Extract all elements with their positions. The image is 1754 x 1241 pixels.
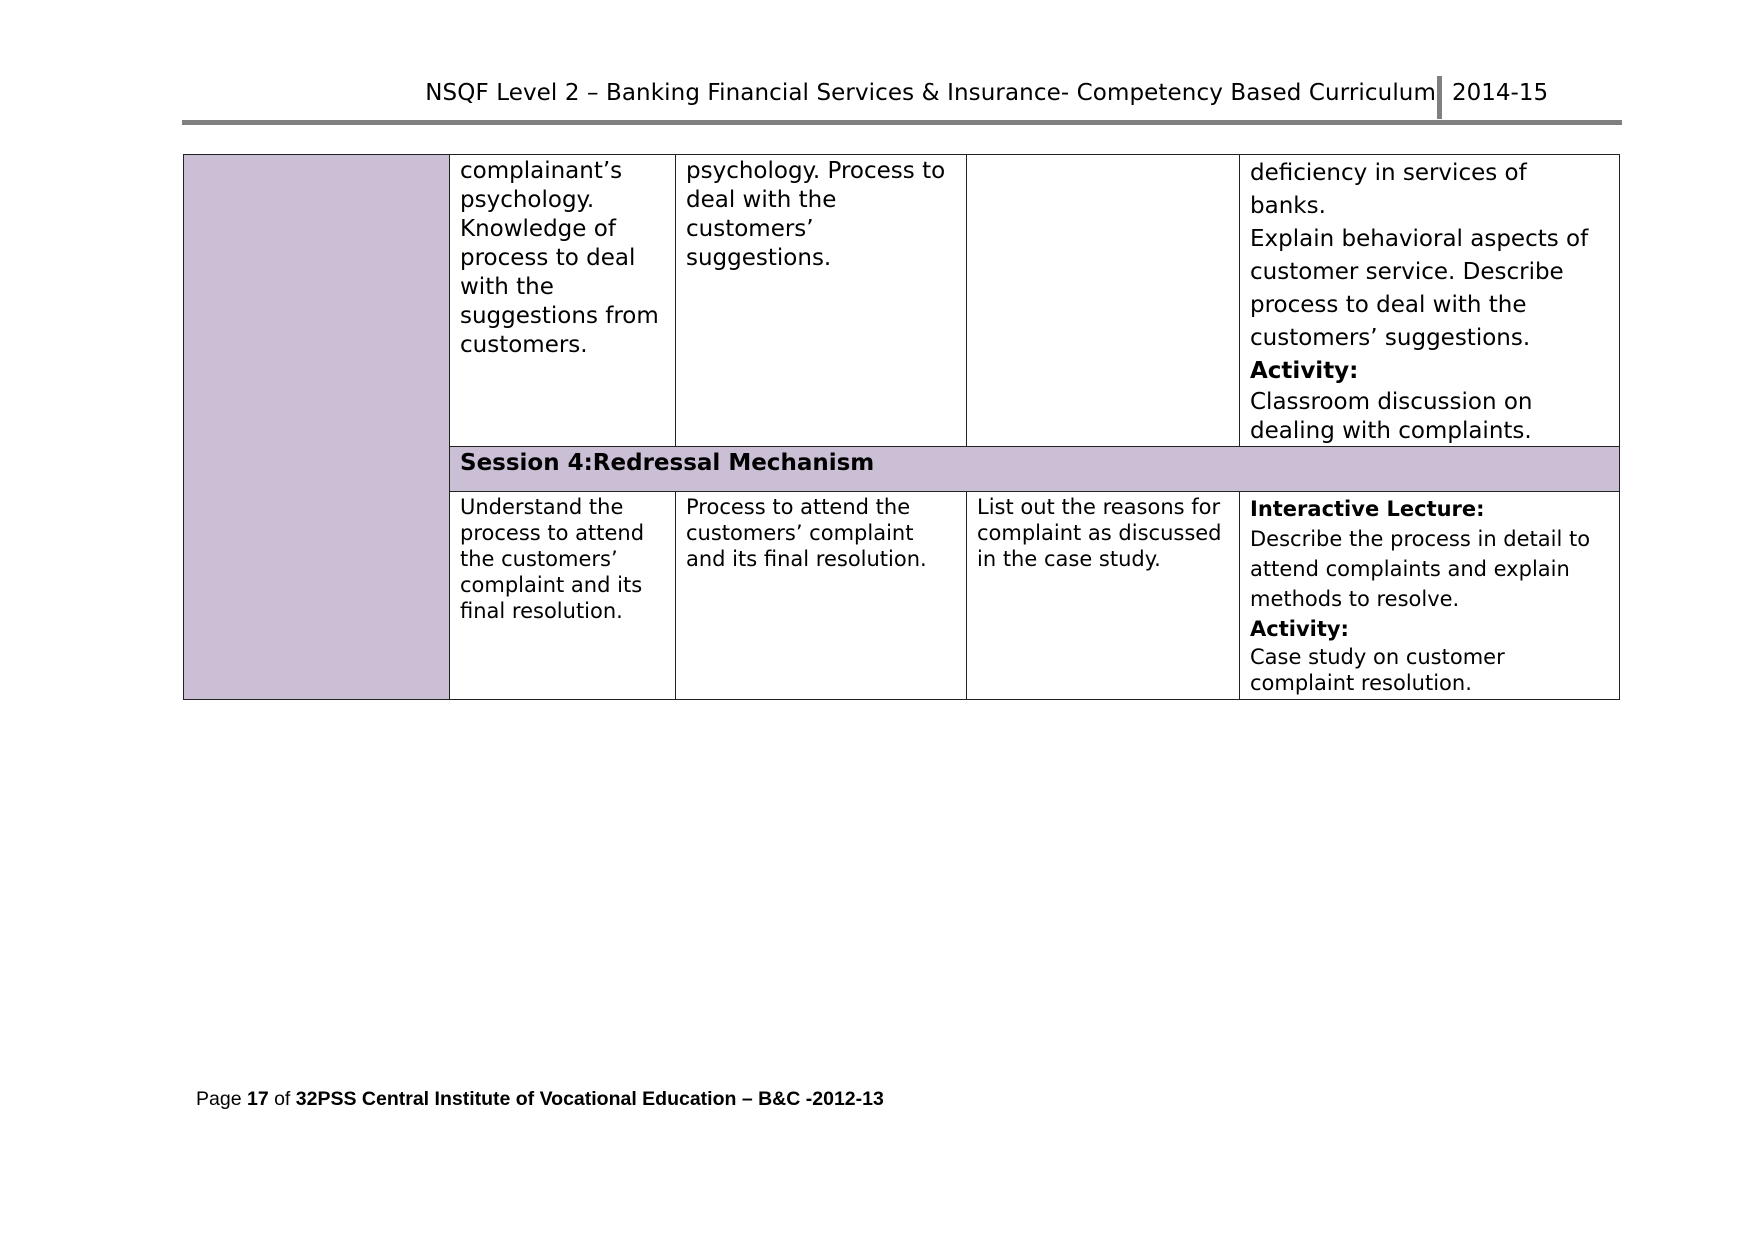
curriculum-table — [183, 154, 1620, 700]
table-cell-methodology — [1240, 492, 1620, 700]
lecture-label: Interactive Lecture: — [1250, 497, 1485, 521]
methodology-text: deficiency in services of banks. — [1250, 160, 1527, 219]
footer-page-number: 17 — [246, 1088, 269, 1110]
table-cell: Understand the process to attend the customers’ complaint and its final resolution. — [450, 492, 676, 700]
session-heading: Session 4:Redressal Mechanism — [450, 447, 1620, 492]
table-cell — [967, 155, 1240, 447]
footer-institute: PSS Central Institute of Vocational Education – B&C -2012-13 — [317, 1088, 884, 1110]
header-separator — [1437, 76, 1442, 119]
side-column-cell — [184, 155, 450, 700]
table-cell: psychology. Process to deal with the customers’ suggestions. — [676, 155, 967, 447]
table-cell: complainant’s psychology. Knowledge of process to deal with the suggestions from customers. — [450, 155, 676, 447]
table-cell: List out the reasons for complaint as discussed in the case study. — [967, 492, 1240, 700]
page-footer — [196, 1088, 884, 1111]
activity-text: Case study on customer complaint resolution. — [1250, 645, 1505, 695]
activity-text: Classroom discussion on dealing with complaints. — [1250, 389, 1533, 444]
page-header — [182, 76, 1622, 120]
header-rule — [182, 120, 1622, 125]
table-cell: Process to attend the customers’ complaint and its final resolution. — [676, 492, 967, 700]
activity-label: Activity: — [1250, 358, 1359, 384]
footer-of: of — [268, 1088, 296, 1110]
table-row — [184, 155, 1620, 447]
table-cell-methodology — [1240, 155, 1620, 447]
header-title: NSQF Level 2 – Banking Financial Services & Insurance- Competency Based Curriculum — [425, 80, 1436, 106]
footer-total-pages: 32 — [295, 1088, 318, 1110]
methodology-text: Explain behavioral aspects of customer service. Describe process to deal with the customers’ suggestions. — [1250, 226, 1589, 351]
header-year: 2014-15 — [1452, 80, 1549, 106]
footer-page-prefix: Page — [196, 1088, 247, 1110]
activity-label: Activity: — [1250, 617, 1349, 641]
lecture-text: Describe the process in detail to attend complaints and explain methods to resolve. — [1250, 527, 1591, 611]
